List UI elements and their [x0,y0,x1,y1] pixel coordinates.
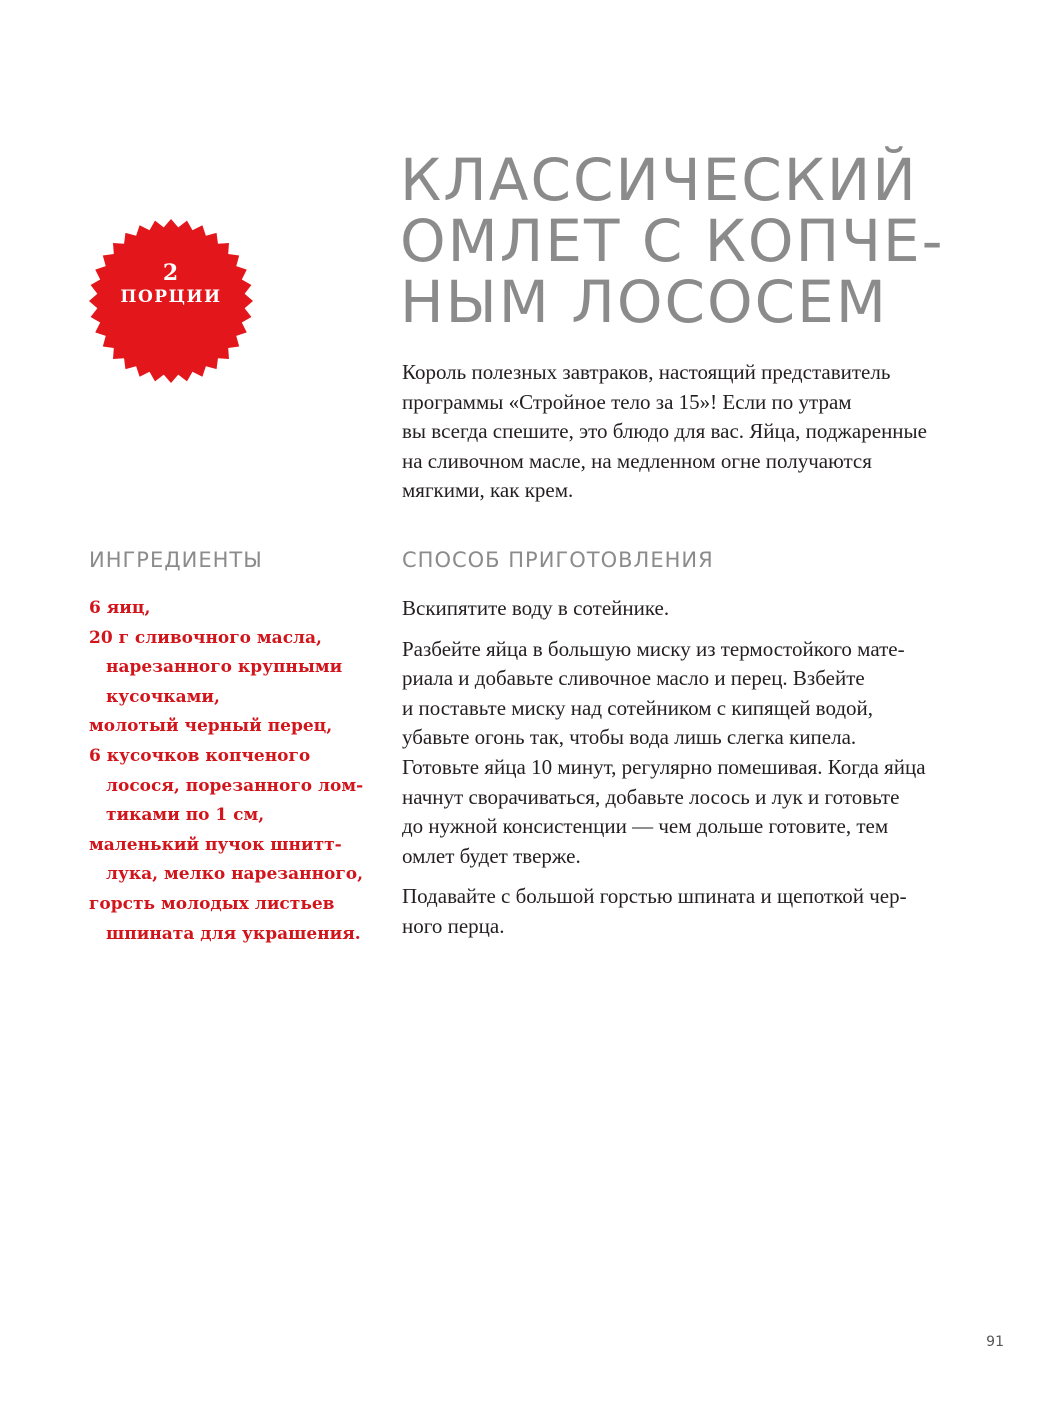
method-line: убавьте огонь так, чтобы вода лишь слегка кипела. [402,725,857,750]
method-line: Вскипятите воду в сотейнике. [402,596,670,620]
ingredient-item [89,594,379,624]
ingredient-line: лосося, порезанного лом- [106,775,364,796]
ingredient-line: маленький пучок шнитт- [89,834,342,855]
intro-line: на сливочном масле, на медленном огне получаются [402,448,872,473]
method-line: начнут сворачиваться, добавьте лосось и лук и готовьте [402,784,900,809]
method-line: до нужной консистенции — чем дольше готовите, тем [402,814,889,839]
method-paragraph [402,882,1022,941]
method-line: риала и добавьте сливочное масло и перец. Взбейте [402,666,865,691]
method-line: и поставьте миску над сотейником с кипящей водой, [402,695,874,720]
method-line: ного перца. [402,913,505,938]
recipe-title-line: ОМЛЕТ С КОПЧЕ- [400,207,945,275]
method-paragraph [402,594,1022,624]
ingredient-item [89,624,379,713]
ingredients-heading: ИНГРЕДИЕНТЫ [89,548,263,572]
ingredient-item [89,712,379,742]
page-number: 91 [986,1334,1004,1350]
badge-text [88,260,254,308]
ingredient-line: горсть молодых листьев [89,893,335,914]
intro-line: программы «Стройное тело за 15»! Если по утрам [402,389,852,414]
servings-badge [88,218,254,384]
method-steps [402,594,1022,953]
method-line: омлет будет тверже. [402,843,581,868]
ingredient-item [89,831,379,890]
method-line: Разбейте яйца в большую миску из термостойкого мате- [402,636,905,661]
ingredients-list [89,594,379,949]
ingredient-line: 6 кусочков копченого [89,745,311,766]
ingredient-line: 6 яиц, [89,598,151,618]
recipe-title-line: НЫМ ЛОСОСЕМ [400,268,888,336]
intro-line: вы всегда спешите, это блюдо для вас. Яйца, поджаренные [402,419,927,444]
ingredient-line: шпината для украшения. [106,923,361,944]
method-line: Подавайте с большой горстью шпината и щепоткой чер- [402,884,907,909]
intro-line: Король полезных завтраков, настоящий представитель [402,360,891,384]
ingredient-line: 20 г сливочного масла, [89,627,322,648]
servings-number: 2 [162,260,180,286]
method-line: Готовьте яйца 10 минут, регулярно помешивая. Когда яйца [402,754,926,779]
method-heading: СПОСОБ ПРИГОТОВЛЕНИЯ [402,548,714,572]
ingredient-item [89,890,379,949]
recipe-title [400,146,1020,336]
intro-line: мягкими, как крем. [402,478,574,503]
ingredient-line: тиками по 1 см, [106,805,265,826]
ingredient-line: молотый черный перец, [89,716,333,737]
recipe-title-line: КЛАССИЧЕСКИЙ [400,146,918,214]
ingredient-line: кусочками, [106,686,220,707]
recipe-intro [402,358,1022,506]
servings-label: ПОРЦИИ [120,287,222,307]
ingredient-item [89,742,379,831]
ingredient-line: лука, мелко нарезанного, [106,864,364,885]
method-paragraph [402,635,1022,872]
ingredient-line: нарезанного крупными [106,657,343,678]
